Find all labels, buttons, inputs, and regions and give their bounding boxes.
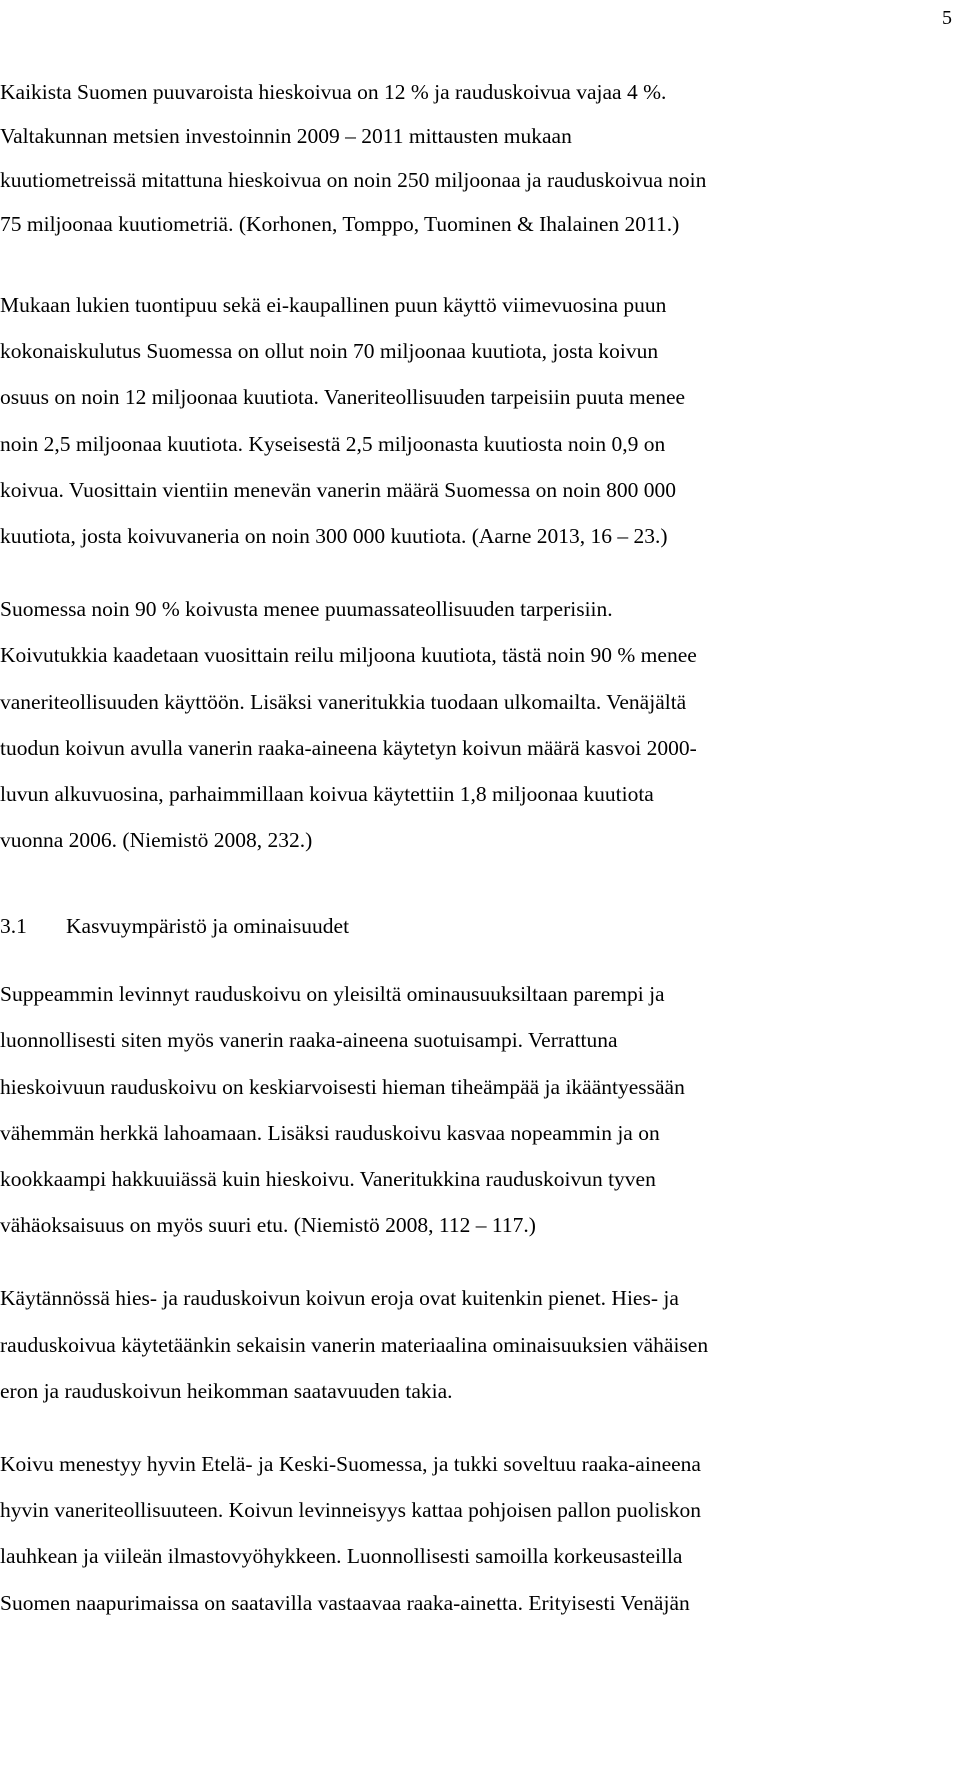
section-title: Kasvuympäristö ja ominaisuudet bbox=[66, 914, 350, 939]
text-line: osuus on noin 12 miljoonaa kuutiota. Vaneriteollisuuden tarpeisiin puuta menee bbox=[0, 385, 686, 410]
text-line: noin 2,5 miljoonaa kuutiota. Kyseisestä 2,5 miljoonasta kuutiosta noin 0,9 on bbox=[0, 431, 666, 456]
text-line: 75 miljoonaa kuutiometriä. (Korhonen, Tomppo, Tuominen & Ihalainen 2011.) bbox=[0, 212, 680, 236]
text-line: Suomessa noin 90 % koivusta menee puumassateollisuuden tarperisiin. bbox=[0, 597, 613, 622]
text-line: Suppeammin levinnyt rauduskoivu on yleisiltä ominausuuksiltaan parempi ja bbox=[0, 982, 665, 1007]
section-heading bbox=[0, 903, 952, 949]
text-line: luonnollisesti siten myös vanerin raaka-aineena suotuisampi. Verrattuna bbox=[0, 1028, 618, 1053]
text-line: koivua. Vuosittain vientiin menevän vanerin määrä Suomessa on noin 800 000 bbox=[0, 477, 677, 502]
text-line: Koivu menestyy hyvin Etelä- ja Keski-Suomessa, ja tukki soveltuu raaka-aineena bbox=[0, 1451, 701, 1476]
text-line: vaneriteollisuuden käyttöön. Lisäksi vaneritukkia tuodaan ulkomailta. Venäjältä bbox=[0, 689, 687, 714]
text-line: kokonaiskulutus Suomessa on ollut noin 70 miljoonaa kuutiota, josta koivun bbox=[0, 339, 659, 364]
text-line: vähäoksaisuus on myös suuri etu. (Niemistö 2008, 112 – 117.) bbox=[0, 1213, 536, 1238]
text-line: kuutiota, josta koivuvaneria on noin 300 000 kuutiota. (Aarne 2013, 16 – 23.) bbox=[0, 523, 668, 548]
paragraph-wood-consumption bbox=[0, 282, 952, 559]
text-line: eron ja rauduskoivun heikomman saatavuuden takia. bbox=[0, 1378, 453, 1403]
paragraph-birch-distribution bbox=[0, 1441, 952, 1626]
text-line: kuutiometreissä mitattuna hieskoivua on noin 250 miljoonaa ja rauduskoivua noin bbox=[0, 168, 707, 192]
text-line: luvun alkuvuosina, parhaimmillaan koivua käytettiin 1,8 miljoonaa kuutiota bbox=[0, 781, 654, 806]
text-line: vähemmän herkkä lahoamaan. Lisäksi rauduskoivu kasvaa nopeammin ja on bbox=[0, 1120, 660, 1145]
page-number: 5 bbox=[942, 7, 952, 29]
paragraph-practical-differences bbox=[0, 1275, 952, 1414]
text-line: hyvin vaneriteollisuuteen. Koivun levinneisyys kattaa pohjoisen pallon puoliskon bbox=[0, 1498, 702, 1523]
text-line: Mukaan lukien tuontipuu sekä ei-kaupallinen puun käyttö viimevuosina puun bbox=[0, 293, 667, 317]
document-body bbox=[0, 70, 952, 1626]
text-line: Koivutukkia kaadetaan vuosittain reilu miljoona kuutiota, tästä noin 90 % menee bbox=[0, 643, 697, 668]
text-line: vuonna 2006. (Niemistö 2008, 232.) bbox=[0, 828, 313, 853]
paragraph-birch-reserves bbox=[0, 70, 952, 246]
text-line: kookkaampi hakkuuiässä kuin hieskoivu. Vaneritukkina rauduskoivun tyven bbox=[0, 1167, 656, 1191]
text-line: hieskoivuun rauduskoivu on keskiarvoisesti hieman tiheämpää ja ikääntyessään bbox=[0, 1074, 685, 1099]
paragraph-pulp-industry bbox=[0, 586, 952, 863]
text-line: Suomen naapurimaissa on saatavilla vastaavaa raaka-ainetta. Erityisesti Venäjän bbox=[0, 1590, 690, 1615]
text-line: Valtakunnan metsien investoinnin 2009 – 2011 mittausten mukaan bbox=[0, 124, 572, 148]
text-line: rauduskoivua käytetäänkin sekaisin vanerin materiaalina ominaisuuksien vähäisen bbox=[0, 1332, 709, 1357]
text-line: lauhkean ja viileän ilmastovyöhykkeen. Luonnollisesti samoilla korkeusasteilla bbox=[0, 1544, 683, 1569]
text-line: Kaikista Suomen puuvaroista hieskoivua on 12 % ja rauduskoivua vajaa 4 %. bbox=[0, 80, 667, 104]
text-line: tuodun koivun avulla vanerin raaka-aineena käytetyn koivun määrä kasvoi 2000- bbox=[0, 735, 697, 760]
text-line: Käytännössä hies- ja rauduskoivun koivun eroja ovat kuitenkin pienet. Hies- ja bbox=[0, 1286, 679, 1311]
section-number: 3.1 bbox=[0, 914, 27, 939]
paragraph-silver-birch-properties bbox=[0, 971, 952, 1248]
